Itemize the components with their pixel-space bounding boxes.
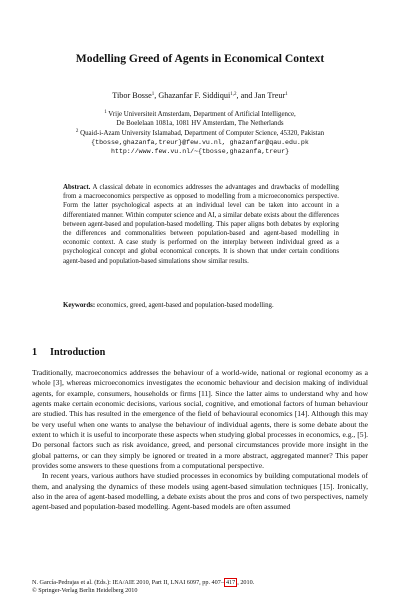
- section-number: 1: [32, 347, 38, 358]
- author-separator: ,: [154, 91, 159, 100]
- keywords-text: economics, greed, agent-based and population-based modelling.: [96, 302, 274, 309]
- keywords-label: Keywords:: [63, 302, 96, 309]
- affiliations: [0, 110, 400, 156]
- affil-line: Quaid-i-Azam University Islamabad, Department of Computer Science, 45320, Pakistan: [80, 129, 325, 137]
- author-emails[interactable]: {tbosse,ghazanfa,treur}@few.vu.nl, ghazanfar@qau.edu.pk: [91, 138, 309, 146]
- author-url-link[interactable]: http://www.few.vu.nl/~{tbosse,ghazanfa,treur}: [110, 148, 290, 156]
- page-range-link[interactable]: 417: [225, 579, 236, 586]
- author-name: Tibor Bosse: [112, 91, 152, 100]
- author-affil-sup: 1: [151, 92, 155, 97]
- citation-text-end: , 2010.: [237, 579, 255, 586]
- page-footer: [32, 579, 254, 596]
- abstract-label: Abstract.: [63, 184, 91, 191]
- affil-line: De Boelelaan 1081a, 1081 HV Amsterdam, The Netherlands: [116, 120, 284, 128]
- abstract: [63, 183, 339, 266]
- section-heading: [32, 347, 105, 358]
- author-name: Jan Treur: [254, 91, 286, 100]
- copyright: © Springer-Verlag Berlin Heidelberg 2010: [32, 587, 138, 595]
- author-list: [0, 91, 400, 101]
- body-text: [32, 368, 368, 513]
- affil-line: Vrije Universiteit Amsterdam, Department of Artificial Intelligence,: [108, 111, 296, 118]
- author-affil-sup: 1,2: [230, 92, 237, 97]
- abstract-text: A classical debate in economics addresses the advantages and drawbacks of modelling from a macroeconomics perspective as opposed to modelling from a microeconomics perspective. Form the latter psychological aspects at an individual level can be taken into account in a differentiated manner. Within computer science and AI, a similar debate exists about the differences between agent-based and population-based modelling. This paper aligns both debates by exploring the differences and commonalities between population-based and agent-based modelling in economic context. A case study is performed on the interplay between individual greed as a psychological concept and global economical concepts. It is shown that under certain conditions agent-based and population-based simulations show similar results.: [63, 184, 339, 265]
- paper-title: Modelling Greed of Agents in Economical Context: [75, 52, 325, 65]
- citation-text: N. García-Pedrajas et al. (Eds.): IEA/AIE 2010, Part II, LNAI 6097, pp. 407–: [32, 579, 224, 586]
- author-affil-sup: 1: [285, 92, 288, 97]
- section-title: Introduction: [50, 347, 106, 358]
- affil-sup: 2: [75, 128, 79, 134]
- paragraph: Traditionally, macroeconomics addresses the behaviour of a world-wide, national or regional economy as a whole [3], whereas microeconomics investigates the economic behaviour and decision making of individual agents, for example, consumers, households or firms [11]. Since the latter aims to understand why and how agents make certain economic decisions, various social, cognitive, and emotional factors of human behaviour are studied. This has resulted in the emergence of the field of behavioural economics [14]. Although this may be very useful when one wants to analyse the behaviour of individual agents, there is some debate about the extent to which it is useful to incorporate these aspects when studying global processes in economics, e.g., [5]. Do personal factors such as risk avoidance, greed, and personal circumstances provide more insight in the global patterns, or can they simply be ignored or treated in a more abstract, aggregated manner? This paper provides some answers to these questions from a computational perspective.: [32, 368, 368, 471]
- keywords: [63, 301, 339, 310]
- author-name: Ghazanfar F. Siddiqui: [158, 91, 231, 100]
- paragraph: In recent years, various authors have studied processes in economics by building computational models of them, and analysing the dynamics of these models using agent-based simulation techniques [15]. Ironically, also in the area of agent-based modelling, a debate exists about the pros and cons of two perspectives, namely agent-based and population-based modelling. Agent-based models are often assumed: [32, 471, 368, 512]
- author-separator: , and: [236, 91, 255, 100]
- affil-sup: 1: [104, 110, 107, 115]
